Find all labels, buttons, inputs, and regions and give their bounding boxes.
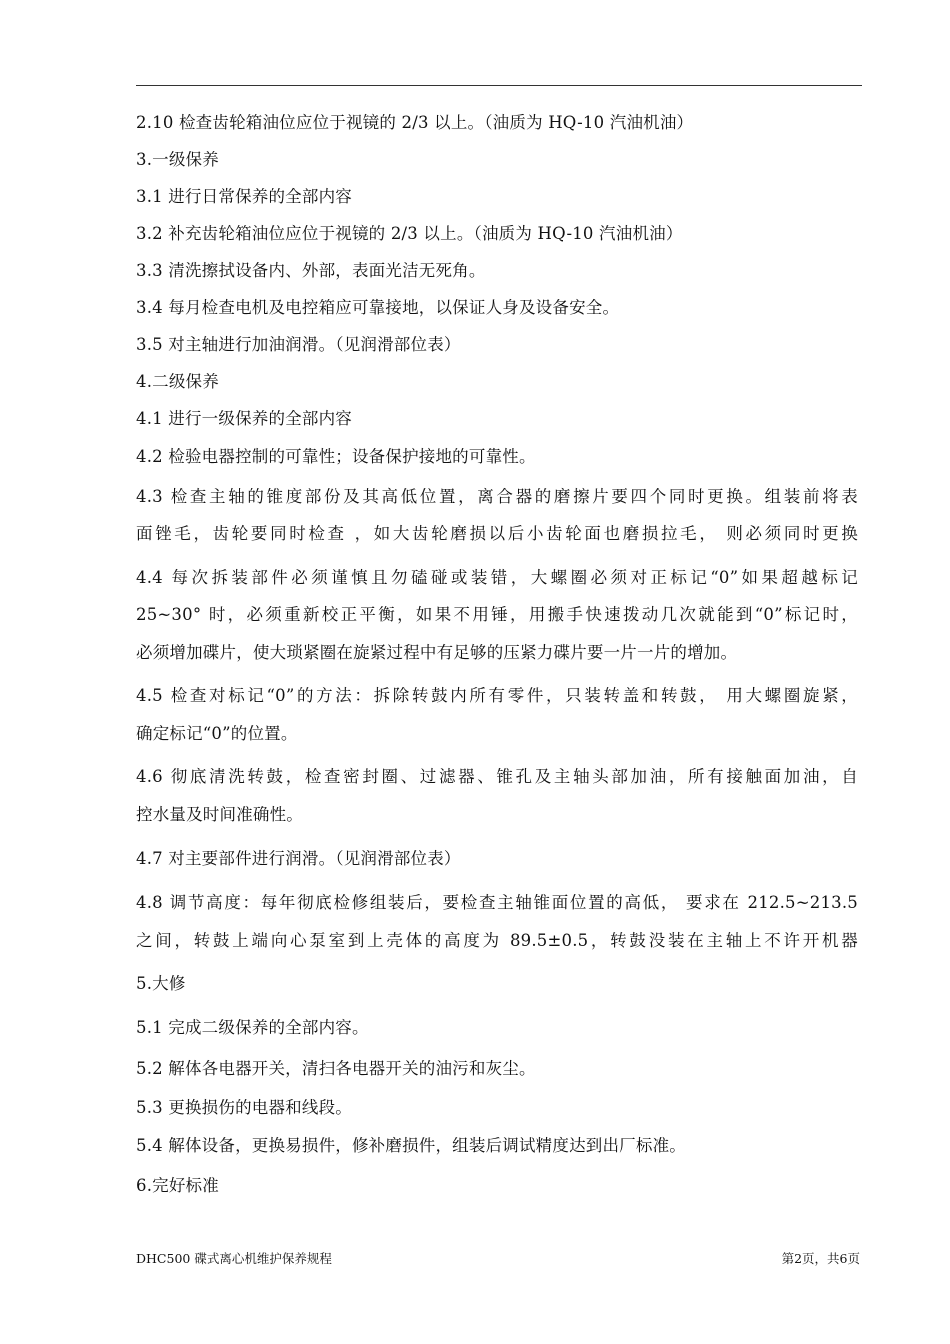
text-line: 3.4 每月检查电机及电控箱应可靠接地，以保证人身及设备安全。 [136,298,620,317]
text-line: 4.7 对主要部件进行润滑。（见润滑部位表） [136,849,461,868]
text-line: 3.5 对主轴进行加油润滑。（见润滑部位表） [136,335,461,354]
text-line: 4.6 彻底清洗转鼓，检查密封圈、过滤器、锥孔及主轴头部加油，所有接触面加油，自 [136,767,858,786]
header-rule [136,85,862,86]
text-line: 控水量及时间准确性。 [136,805,303,824]
section-heading: 3.一级保养 [136,150,219,169]
footer-page-number: 第2页，共6页 [781,1251,860,1266]
text-line: 3.2 补充齿轮箱油位应位于视镜的 2/3 以上。（油质为 HQ-10 汽油机油） [136,224,683,243]
footer-document-title: DHC500 碟式离心机维护保养规程 [136,1251,332,1266]
section-heading: 6.完好标准 [136,1176,219,1195]
text-line: 5.3 更换损伤的电器和线段。 [136,1098,352,1117]
text-line: 25~30° 时，必须重新校正平衡，如果不用锤，用搬手快速拨动几次就能到“0”标记时， [136,605,858,624]
text-line: 3.3 清洗擦拭设备内、外部，表面光洁无死角。 [136,261,486,280]
text-line: 5.1 完成二级保养的全部内容。 [136,1018,369,1037]
text-line: 面锉毛，齿轮要同时检查 ，如大齿轮磨损以后小齿轮面也磨损拉毛， 则必须同时更换 [136,524,858,543]
text-line: 4.8 调节高度：每年彻底检修组装后，要检查主轴锥面位置的高低， 要求在 212.5~213.5 [136,893,858,912]
text-line: 5.2 解体各电器开关，清扫各电器开关的油污和灰尘。 [136,1059,536,1078]
text-line: 2.10 检查齿轮箱油位应位于视镜的 2/3 以上。（油质为 HQ-10 汽油机油） [136,113,694,132]
text-line: 5.4 解体设备，更换易损件，修补磨损件，组装后调试精度达到出厂标准。 [136,1136,686,1155]
text-line: 4.2 检验电器控制的可靠性；设备保护接地的可靠性。 [136,447,536,466]
text-line: 4.5 检查对标记“0”的方法：拆除转鼓内所有零件，只装转盖和转鼓， 用大螺圈旋紧， [136,686,858,705]
text-line: 之间，转鼓上端向心泵室到上壳体的高度为 89.5±0.5，转鼓没装在主轴上不许开机器 [136,931,858,950]
text-line: 4.1 进行一级保养的全部内容 [136,409,352,428]
text-line: 3.1 进行日常保养的全部内容 [136,187,352,206]
section-heading: 4.二级保养 [136,372,219,391]
text-line: 4.4 每次拆装部件必须谨慎且勿磕碰或装错，大螺圈必须对正标记“0”如果超越标记 [136,568,858,587]
text-line: 必须增加碟片，使大琐紧圈在旋紧过程中有足够的压紧力碟片要一片一片的增加。 [136,643,738,662]
text-line: 确定标记“0”的位置。 [136,724,298,743]
section-heading: 5.大修 [136,974,186,993]
text-line: 4.3 检查主轴的锥度部份及其高低位置，离合器的磨擦片要四个同时更换。组装前将表 [136,487,858,506]
